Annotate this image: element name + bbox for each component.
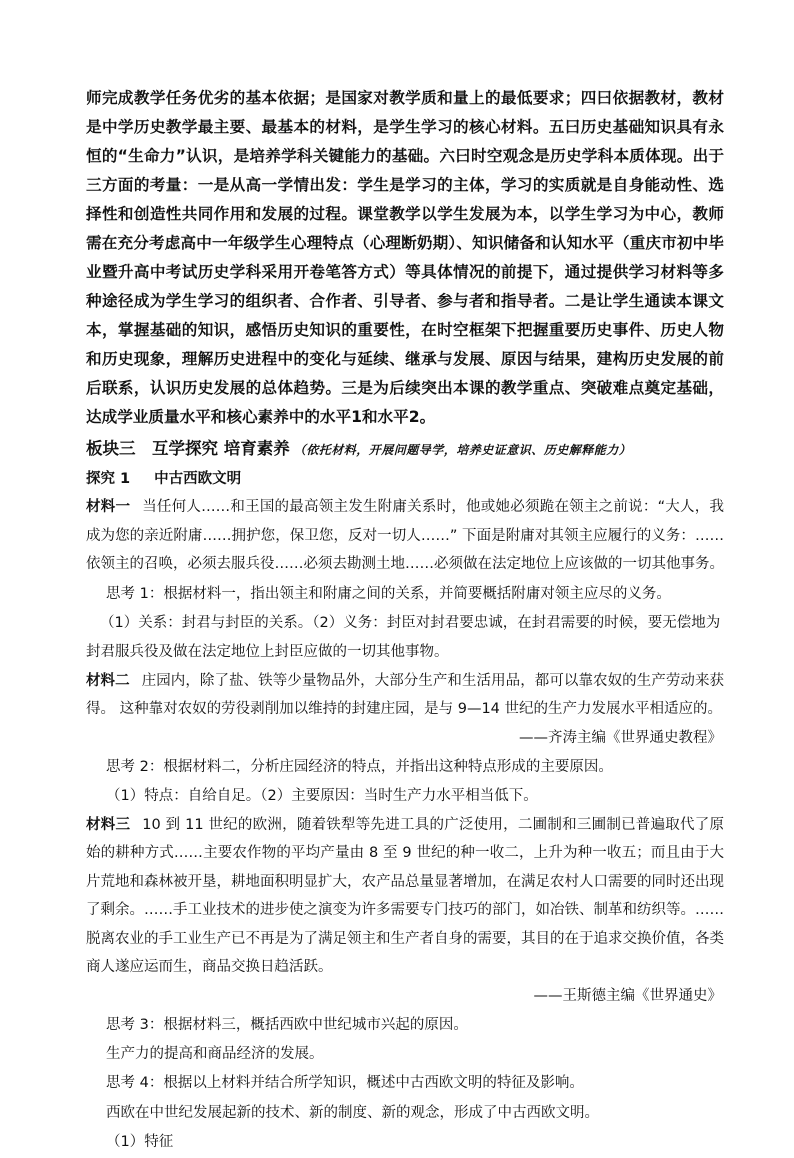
material-2-source: ——齐涛主编《世界通史教程》 <box>519 729 722 746</box>
material-1-text: 当任何人……和王国的最高领主发生附庸关系时，他或她必须跪在领主之前说：“大人，我成为您的亲近附庸……拥护您，保卫您，反对一切人……” 下面是附庸对其领主应履行的义务：……依领主的召唤，必须去服兵役……必须去勘测土地……必须做在法定地位上应该做的一切其他事务。 <box>86 499 725 572</box>
explore-topic: 中古西欧文明 <box>154 471 242 487</box>
page-content <box>86 84 724 1158</box>
material-2-tag: 材料二 <box>86 672 130 689</box>
material-2-text: 庄园内，除了盐、铁等少量物品外，大部分生产和生活用品，都可以靠农奴的生产劳动来获得。 这种靠对农奴的劳役剥削加以维持的封建庄园，是与 9—14 世纪的生产力发展水平相适应的。 <box>86 672 725 717</box>
material-1 <box>86 493 724 579</box>
answer-3: 生产力的提高和商品经济的发展。 <box>106 1045 324 1062</box>
material-1-tag: 材料一 <box>86 499 131 515</box>
section-title: 板块三 互学探究 培育素养 <box>86 439 290 458</box>
question-1: 思考 1：根据材料一，指出领主和附庸之间的关系，并简要概括附庸对领主应尽的义务。 <box>106 585 671 602</box>
question-3: 思考 3：根据材料三，概括西欧中世纪城市兴起的原因。 <box>106 1016 468 1033</box>
material-2 <box>86 667 724 724</box>
question-4: 思考 4：根据以上材料并结合所学知识，概述中古西欧文明的特征及影响。 <box>106 1075 584 1091</box>
material-3 <box>86 811 724 982</box>
section-heading <box>86 434 724 465</box>
answer-2: （1）特点：自给自足。（2）主要原因：当时生产力水平相当低下。 <box>106 787 538 804</box>
answer-1: （1）关系：封君与封臣的关系。（2）义务：封臣对封君要忠诚，在封君需要的时候，要无偿地为封君服兵役及做在法定地位上封臣应做的一切其他事物。 <box>86 614 721 660</box>
answer-4: 西欧在中世纪发展起新的技术、新的制度、新的观念，形成了中古西欧文明。 <box>106 1104 599 1121</box>
material-3-text: 10 到 11 世纪的欧洲，随着铁犁等先进工具的广泛使用，二圃制和三圃制已普遍取代了原始的耕种方式……主要农作物的平均产量由 8 至 9 世纪的种一收二，上升为种一收五；而且由于大片荒地和森林被开垦，耕地面积明显扩大，农产品总量显著增加，在满足农村人口需要的同时还出现了剩余。……手工业技术的进步使之演变为许多需要专门技巧的部门，如冶铁、制革和纺织等。……脱离农业的手工业生产已不再是为了满足领主和生产者自身的需要，其目的在于追求交换价值，各类商人遂应运而生，商品交换日趋活跃。 <box>86 816 724 975</box>
section-subtitle: （依托材料，开展问题导学，培养史证意识、历史解释能力） <box>293 443 632 457</box>
question-2: 思考 2：根据材料二，分析庄园经济的特点，并指出这种特点形成的主要原因。 <box>106 758 613 775</box>
material-3-tag: 材料三 <box>86 816 131 833</box>
material-3-source: ——王斯德主编《世界通史》 <box>533 987 722 1004</box>
answer-4-subheading: （1）特征 <box>106 1134 174 1150</box>
explore-number: 探究 1 <box>86 471 131 487</box>
explore-label <box>86 465 724 493</box>
intro-paragraph: 师完成教学任务优劣的基本依据；是国家对教学质和量上的最低要求；四曰依据教材，教材是中学历史教学最主要、最基本的材料，是学生学习的核心材料。五曰历史基础知识具有永恒的“生命力”认识，是培养学科关键能力的基础。六曰时空观念是历史学科本质体现。出于三方面的考量：一是从高一学情出发：学生是学习的主体，学习的实质就是自身能动性、选择性和创造性共同作用和发展的过程。课堂教学以学生发展为本，以学生学习为中心，教师需在充分考虑高中一年级学生心理特点（心理断奶期）、知识储备和认知水平（重庆市初中毕业暨升高中考试历史学科采用开卷笔答方式）等具体情况的前提下，通过提供学习材料等多种途径成为学生学习的组织者、合作者、引导者、参与者和指导者。二是让学生通读本课文本，掌握基础的知识，感悟历史知识的重要性，在时空框架下把握重要历史事件、历史人物和历史现象，理解历史进程中的变化与延续、继承与发展、原因与结果，建构历史发展的前后联系，认识历史发展的总体趋势。三是为后续突出本课的教学重点、突破难点奠定基础，达成学业质量水平和核心素养中的水平1和水平2。 <box>86 89 724 426</box>
